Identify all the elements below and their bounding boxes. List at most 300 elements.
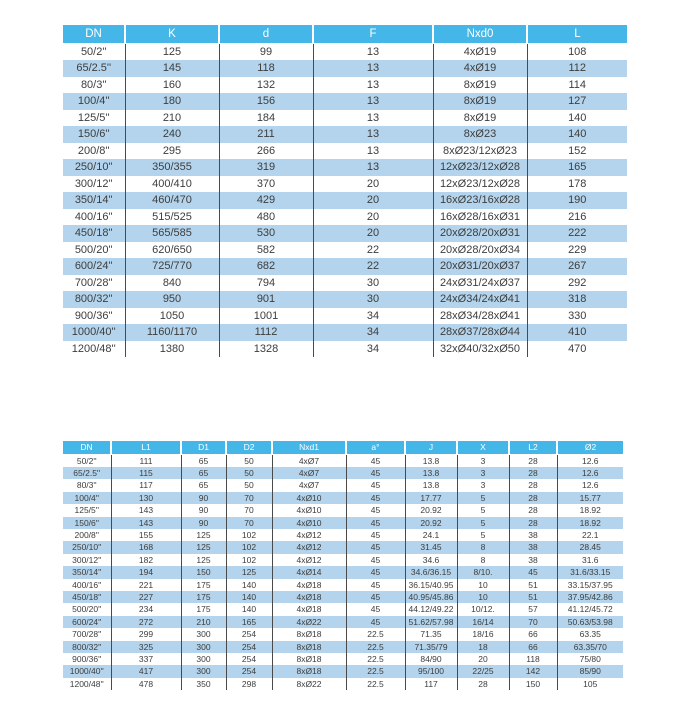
table-cell: 22.5 [346,678,405,690]
table-cell: 18/16 [457,628,509,640]
table-cell: 8xØ23/12xØ23 [433,143,527,160]
table-cell: 1328 [219,341,313,358]
table-cell: 114 [527,77,627,94]
table-row [63,341,627,358]
table-cell: 221 [111,579,181,591]
table-cell: 34 [313,324,433,341]
table-row [63,653,623,665]
table-cell: 32xØ40/32xØ50 [433,341,527,358]
table-cell: 8xØ19 [433,93,527,110]
table-cell: 143 [111,517,181,529]
table-cell: 227 [111,591,181,603]
table-body [63,43,627,357]
table-cell: 4xØ7 [272,467,346,479]
table-cell: 45 [346,603,405,615]
table-cell: 100/4'' [77,95,110,107]
table-cell: 28 [509,479,557,491]
table-row [63,616,623,628]
table-cell: 65 [181,479,226,491]
table-cell: 4xØ10 [272,504,346,516]
table-cell: 234 [111,603,181,615]
table-cell: 429 [219,192,313,209]
table-row [63,603,623,615]
table-cell: 318 [527,291,627,308]
table-cell: 70 [226,492,272,504]
table-cell: 75/80 [557,653,623,665]
table-cell: 20xØ28/20xØ31 [433,225,527,242]
table-cell: 20 [313,209,433,226]
table-cell: 143 [111,504,181,516]
table-cell: 400/16'' [72,579,102,590]
table-cell: 22.5 [346,665,405,677]
table-cell: 20.92 [405,504,457,516]
table-cell: 600/24'' [72,616,102,627]
table-cell: 13.8 [405,467,457,479]
table-cell: 4xØ12 [272,529,346,541]
table-cell: 125 [181,541,226,553]
table-cell: 28 [509,504,557,516]
table-cell: 90 [181,504,226,516]
table-cell: 3 [457,454,509,467]
table-cell: 254 [226,628,272,640]
table-cell: 254 [226,665,272,677]
table-cell: 44.12/49.22 [405,603,457,615]
table-cell: 272 [111,616,181,628]
table-cell: 4xØ10 [272,492,346,504]
column-header: D2 [226,441,272,454]
table-cell: 125 [181,529,226,541]
table-cell: 298 [226,678,272,690]
table-cell: 45 [346,566,405,578]
table-cell: 57 [509,603,557,615]
table-row [63,579,623,591]
table-cell: 80/3'' [80,78,107,91]
table-cell: 700/28'' [74,276,113,289]
table-cell: 460/470 [125,192,219,209]
table-cell: 266 [219,143,313,160]
table-cell: 13 [313,110,433,127]
table-cell: 22/25 [457,665,509,677]
table-cell: 350/355 [125,159,219,176]
table-cell: 31.45 [405,541,457,553]
table-row [63,517,623,529]
table-cell: 20 [313,225,433,242]
table-cell: 400/410 [125,176,219,193]
table-cell: 17.77 [405,492,457,504]
table-cell: 417 [111,665,181,677]
table-row [63,176,627,193]
table-row [63,43,627,60]
table-cell: 20.92 [405,517,457,529]
table-cell: 50 [226,479,272,491]
table-cell: 45 [346,492,405,504]
table-cell: 102 [226,529,272,541]
table-cell: 130 [111,492,181,504]
table-cell: 300 [181,665,226,677]
table-row [63,566,623,578]
table-cell: 20 [457,653,509,665]
table-row [63,504,623,516]
table-cell: 51.62/57.98 [405,616,457,628]
table-cell: 8xØ18 [272,641,346,653]
table-cell: 13 [313,126,433,143]
table-cell: 13.8 [405,479,457,491]
table-row [63,467,623,479]
table-row [63,665,623,677]
table-cell: 8xØ22 [272,678,346,690]
table-cell: 45 [346,467,405,479]
table-cell: 45 [346,591,405,603]
table-cell: 22 [313,258,433,275]
table-row [63,60,627,77]
table-cell: 45 [346,579,405,591]
table-row [63,541,623,553]
table-cell: 682 [219,258,313,275]
table-cell: 478 [111,678,181,690]
table-cell: 222 [527,225,627,242]
table-row [63,225,627,242]
table-cell: 80/3'' [76,480,97,491]
table-cell: 34 [313,308,433,325]
table-row [63,209,627,226]
table-row [63,678,623,690]
table-cell: 8xØ18 [272,628,346,640]
column-header: Nxd1 [272,441,346,454]
table-cell: 90 [181,517,226,529]
table-cell: 111 [111,454,181,467]
table-cell: 13 [313,93,433,110]
table-cell: 40.95/45.86 [405,591,457,603]
table-cell: 24xØ34/24xØ41 [433,291,527,308]
table-cell: 4xØ18 [272,579,346,591]
table-row [63,275,627,292]
table-cell: 5 [457,517,509,529]
column-header: K [125,25,219,43]
table-cell: 156 [219,93,313,110]
table-cell: 28 [509,454,557,467]
column-header: L2 [509,441,557,454]
table-cell: 34 [313,341,433,358]
table-cell: 300 [181,628,226,640]
table-row [63,242,627,259]
table-cell: 34.6 [405,554,457,566]
table-row [63,77,627,94]
flange-dimensions-table-top-section [63,25,627,357]
table-cell: 4xØ12 [272,554,346,566]
table-row [63,479,623,491]
table-cell: 50 [226,467,272,479]
table-cell: 155 [111,529,181,541]
table-cell: 13 [313,77,433,94]
table-cell: 45 [509,566,557,578]
table-cell: 950 [125,291,219,308]
table-cell: 10 [457,591,509,603]
header-row [63,25,627,43]
table-cell: 85/90 [557,665,623,677]
table-cell: 28 [509,492,557,504]
table-cell: 127 [527,93,627,110]
table-cell: 65 [181,454,226,467]
table-cell: 210 [125,110,219,127]
table-cell: 12.6 [557,467,623,479]
table-cell: 480 [219,209,313,226]
table-cell: 1200/48'' [69,678,104,689]
table-cell: 8/10. [457,566,509,578]
table-cell: 470 [527,341,627,358]
table-cell: 1000/40'' [69,666,104,677]
table-cell: 66 [509,641,557,653]
table-cell: 51 [509,591,557,603]
table-cell: 34.6/36.15 [405,566,457,578]
table-cell: 45 [346,529,405,541]
table-cell: 71.35 [405,628,457,640]
table-cell: 28 [509,467,557,479]
table-cell: 125/5'' [77,111,110,124]
table-cell: 18 [457,641,509,653]
table-row [63,126,627,143]
table-cell: 22.1 [557,529,623,541]
table-cell: 28xØ34/28xØ41 [433,308,527,325]
table-cell: 50.63/53.98 [557,616,623,628]
table-cell: 108 [527,43,627,60]
table-cell: 70 [509,616,557,628]
table-cell: 140 [527,110,627,127]
table-cell: 45 [346,479,405,491]
table-cell: 8xØ18 [272,665,346,677]
table-cell: 30 [313,275,433,292]
table-cell: 31.6/33.15 [557,566,623,578]
table-cell: 22.5 [346,628,405,640]
table-cell: 152 [527,143,627,160]
table-cell: 28 [509,517,557,529]
table-cell: 12xØ23/12xØ28 [433,176,527,193]
table-cell: 8xØ19 [433,77,527,94]
table-cell: 150 [509,678,557,690]
table-cell: 142 [509,665,557,677]
table-cell: 22.5 [346,653,405,665]
table-cell: 337 [111,653,181,665]
table-cell: 16/14 [457,616,509,628]
table-cell: 210 [181,616,226,628]
table-cell: 145 [125,60,219,77]
table-cell: 24xØ31/24xØ37 [433,275,527,292]
table-cell: 410 [527,324,627,341]
table-row [63,143,627,160]
table-cell: 150/6'' [74,517,100,528]
table-cell: 22.5 [346,641,405,653]
table-cell: 140 [226,591,272,603]
table-cell: 620/650 [125,242,219,259]
table-cell: 8xØ23 [433,126,527,143]
table-cell: 28 [457,678,509,690]
table-cell: 250/10'' [74,161,113,173]
column-header: J [405,441,457,454]
table-cell: 180 [125,93,219,110]
table-cell: 165 [527,159,627,176]
table-cell: 600/24'' [74,260,113,272]
table-cell: 450/18'' [74,227,113,239]
table-cell: 900/36'' [72,654,102,664]
table-cell: 295 [125,143,219,160]
table-cell: 63.35 [557,628,623,640]
table-cell: 20 [313,176,433,193]
table-cell: 229 [527,242,627,259]
table-cell: 300/12'' [72,554,102,565]
table-row [63,324,627,341]
table-cell: 1001 [219,308,313,325]
table-cell: 4xØ19 [433,60,527,77]
table-row [63,641,623,653]
table-row [63,258,627,275]
table-cell: 13 [313,60,433,77]
table-cell: 10/12. [457,603,509,615]
table-cell: 350/14'' [72,567,102,578]
table-cell: 70 [226,504,272,516]
column-header: DN [63,25,125,43]
table-cell: 99 [219,43,313,60]
table-cell: 66 [509,628,557,640]
table-row [63,291,627,308]
table-cell: 140 [527,126,627,143]
table-cell: 100/4'' [74,492,100,503]
table-cell: 800/32'' [74,293,113,305]
table-cell: 20xØ31/20xØ37 [433,258,527,275]
table-cell: 50/2'' [80,45,107,58]
table-cell: 18.92 [557,517,623,529]
table-cell: 38 [509,529,557,541]
table-cell: 370 [219,176,313,193]
table-cell: 4xØ22 [272,616,346,628]
table-cell: 450/18'' [72,591,102,602]
table-row [63,628,623,640]
table-cell: 267 [527,258,627,275]
table-cell: 900/36'' [74,309,113,322]
table-cell: 160 [125,77,219,94]
table-cell: 1200/48'' [71,342,116,355]
table-cell: 901 [219,291,313,308]
table-cell: 115 [111,467,181,479]
table-cell: 1112 [219,324,313,341]
table-cell: 38 [509,554,557,566]
table-cell: 16xØ28/16xØ31 [433,209,527,226]
table-cell: 3 [457,467,509,479]
table-cell: 28.45 [557,541,623,553]
table-cell: 250/10'' [72,542,102,553]
table-cell: 102 [226,554,272,566]
table-cell: 1050 [125,308,219,325]
table-cell: 50 [226,454,272,467]
table-cell: 125 [125,43,219,60]
table-cell: 800/32'' [72,641,102,652]
table-row [63,159,627,176]
table-body [63,454,623,690]
table-cell: 12.6 [557,479,623,491]
table-cell: 299 [111,628,181,640]
table-cell: 168 [111,541,181,553]
table-cell: 13.8 [405,454,457,467]
table-cell: 175 [181,591,226,603]
table-row [63,308,627,325]
column-header: d [219,25,313,43]
table-cell: 41.12/45.72 [557,603,623,615]
column-header: a° [346,441,405,454]
column-header: D1 [181,441,226,454]
table-cell: 5 [457,504,509,516]
table-cell: 118 [219,60,313,77]
table-cell: 105 [557,678,623,690]
table-cell: 118 [509,653,557,665]
table-cell: 37.95/42.86 [557,591,623,603]
table-cell: 84/90 [405,653,457,665]
table-cell: 254 [226,653,272,665]
column-header: Nxd0 [433,25,527,43]
table-cell: 13 [313,43,433,60]
table-cell: 150/6'' [77,128,110,140]
table-row [63,492,623,504]
table-cell: 175 [181,579,226,591]
table-cell: 840 [125,275,219,292]
column-header: X [457,441,509,454]
table-cell: 8 [457,554,509,566]
table-cell: 90 [181,492,226,504]
table-cell: 3 [457,479,509,491]
table-cell: 8xØ19 [433,110,527,127]
table-cell: 400/16'' [74,210,113,223]
table-cell: 5 [457,492,509,504]
table-cell: 4xØ7 [272,454,346,467]
table-cell: 725/770 [125,258,219,275]
table-cell: 4xØ12 [272,541,346,553]
table-cell: 4xØ19 [433,43,527,60]
table-cell: 65/2.5'' [76,62,112,74]
table-cell: 216 [527,209,627,226]
table-cell: 10 [457,579,509,591]
header-row [63,441,623,454]
table-row [63,529,623,541]
table-cell: 140 [226,579,272,591]
table-cell: 300 [181,653,226,665]
table-cell: 45 [346,616,405,628]
table-cell: 190 [527,192,627,209]
table-cell: 200/8'' [74,529,100,540]
table-cell: 20xØ28/20xØ34 [433,242,527,259]
table-row [63,454,623,467]
table-cell: 300 [181,641,226,653]
table-cell: 200/8'' [77,144,110,157]
table-row [63,110,627,127]
table-row [63,591,623,603]
table-cell: 1160/1170 [125,324,219,341]
table-cell: 240 [125,126,219,143]
table-cell: 70 [226,517,272,529]
flange-dimensions-table-bottom [63,441,623,690]
table-cell: 125/5'' [74,505,100,516]
table-cell: 30 [313,291,433,308]
table-cell: 45 [346,541,405,553]
table-cell: 63.35/70 [557,641,623,653]
table-cell: 45 [346,454,405,467]
table-cell: 36.15/40.95 [405,579,457,591]
table-cell: 325 [111,641,181,653]
table-cell: 8 [457,541,509,553]
table-cell: 38 [509,541,557,553]
table-cell: 4xØ18 [272,603,346,615]
column-header: Ø2 [557,441,623,454]
table-cell: 254 [226,641,272,653]
table-cell: 515/525 [125,209,219,226]
table-cell: 22 [313,242,433,259]
table-cell: 20 [313,192,433,209]
